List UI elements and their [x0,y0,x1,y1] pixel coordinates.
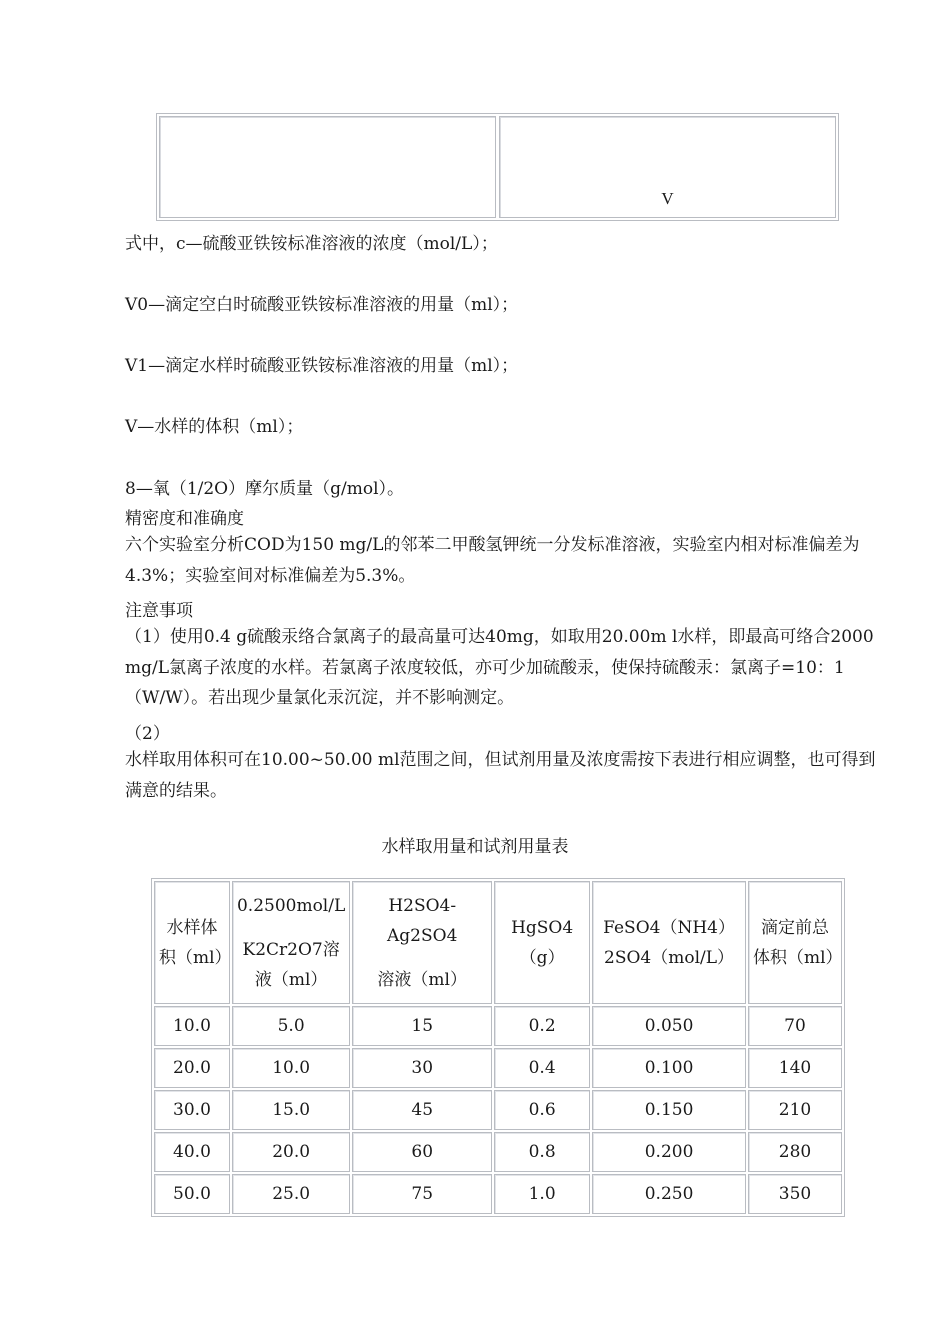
definition-v1: V1—滴定水样时硫酸亚铁铵标准溶液的用量（ml）； [125,356,519,376]
table-cell: 15 [352,1006,492,1046]
definition-c: 式中，c—硫酸亚铁铵标准溶液的浓度（mol/L）； [125,234,498,254]
table-cell: 0.6 [494,1090,590,1130]
table-row [154,1048,842,1088]
precision-text: 六个实验室分析COD为150 mg/L的邻苯二甲酸氢钾统一分发标准溶液，实验室内相对标准偏差为4.3%；实验室间对标准偏差为5.3%。 [125,535,860,586]
table-cell: 60 [352,1132,492,1172]
table-cell: 0.250 [592,1174,746,1214]
header-sample-volume: 水样体 积（ml） [154,881,230,1004]
table-cell: 0.4 [494,1048,590,1088]
table-row [154,1132,842,1172]
table-cell: 70 [748,1006,842,1046]
table-cell: 10.0 [154,1006,230,1046]
table-cell: 0.2 [494,1006,590,1046]
definition-v0: V0—滴定空白时硫酸亚铁铵标准溶液的用量（ml）； [125,295,519,315]
notes-heading: 注意事项 [125,601,193,621]
table-cell: 40.0 [154,1132,230,1172]
table-cell: 30 [352,1048,492,1088]
reagent-table [151,878,845,1217]
header-feso4: FeSO4（NH4） 2SO4（mol/L） [592,881,746,1004]
table-caption: 水样取用量和试剂用量表 [381,837,569,857]
table-cell: 210 [748,1090,842,1130]
table-cell: 140 [748,1048,842,1088]
header-h2so4-ag2so4: H2SO4-Ag2SO4 溶液（ml） [352,881,492,1004]
table-row [154,1174,842,1214]
header-hgso4: HgSO4（g） [494,881,590,1004]
table-cell: 30.0 [154,1090,230,1130]
table-cell: 0.150 [592,1090,746,1130]
header-k2cr2o7: 0.2500mol/L K2Cr2O7溶 液（ml） [232,881,350,1004]
table-row [154,1090,842,1130]
table-cell: 350 [748,1174,842,1214]
table-cell: 15.0 [232,1090,350,1130]
note-item-2: 水样取用体积可在10.00~50.00 ml范围之间，但试剂用量及浓度需按下表进行相应调整，也可得到满意的结果。 [125,750,876,801]
table-cell: 20.0 [154,1048,230,1088]
formula-denominator: V [661,189,674,208]
table-header-row [154,881,842,1004]
table-cell: 20.0 [232,1132,350,1172]
formula-table [156,113,839,221]
table-cell: 0.100 [592,1048,746,1088]
table-cell: 5.0 [232,1006,350,1046]
table-cell: 0.050 [592,1006,746,1046]
note-item-2-label: （2） [125,724,170,744]
table-cell: 10.0 [232,1048,350,1088]
definition-8: 8—氧（1/2O）摩尔质量（g/mol）。 [125,479,405,499]
table-row [154,1006,842,1046]
table-cell: 0.200 [592,1132,746,1172]
table-cell: 1.0 [494,1174,590,1214]
note-item-1: （1）使用0.4 g硫酸汞络合氯离子的最高量可达40mg，如取用20.00m l水样，即最高可络合2000 mg/L氯离子浓度的水样。若氯离子浓度较低，亦可少加硫酸汞，使保持硫酸汞：氯离子=10：1（W/W）。若出现少量氯化汞沉淀，并不影响测定。 [125,627,874,708]
table-cell: 280 [748,1132,842,1172]
table-cell: 45 [352,1090,492,1130]
formula-left-cell [159,116,496,218]
precision-heading: 精密度和准确度 [125,509,244,529]
definition-v: V—水样的体积（ml）； [125,417,304,437]
header-total-volume: 滴定前总 体积（ml） [748,881,842,1004]
table-cell: 75 [352,1174,492,1214]
table-cell: 0.8 [494,1132,590,1172]
formula-right-cell [499,116,836,218]
table-cell: 25.0 [232,1174,350,1214]
table-cell: 50.0 [154,1174,230,1214]
